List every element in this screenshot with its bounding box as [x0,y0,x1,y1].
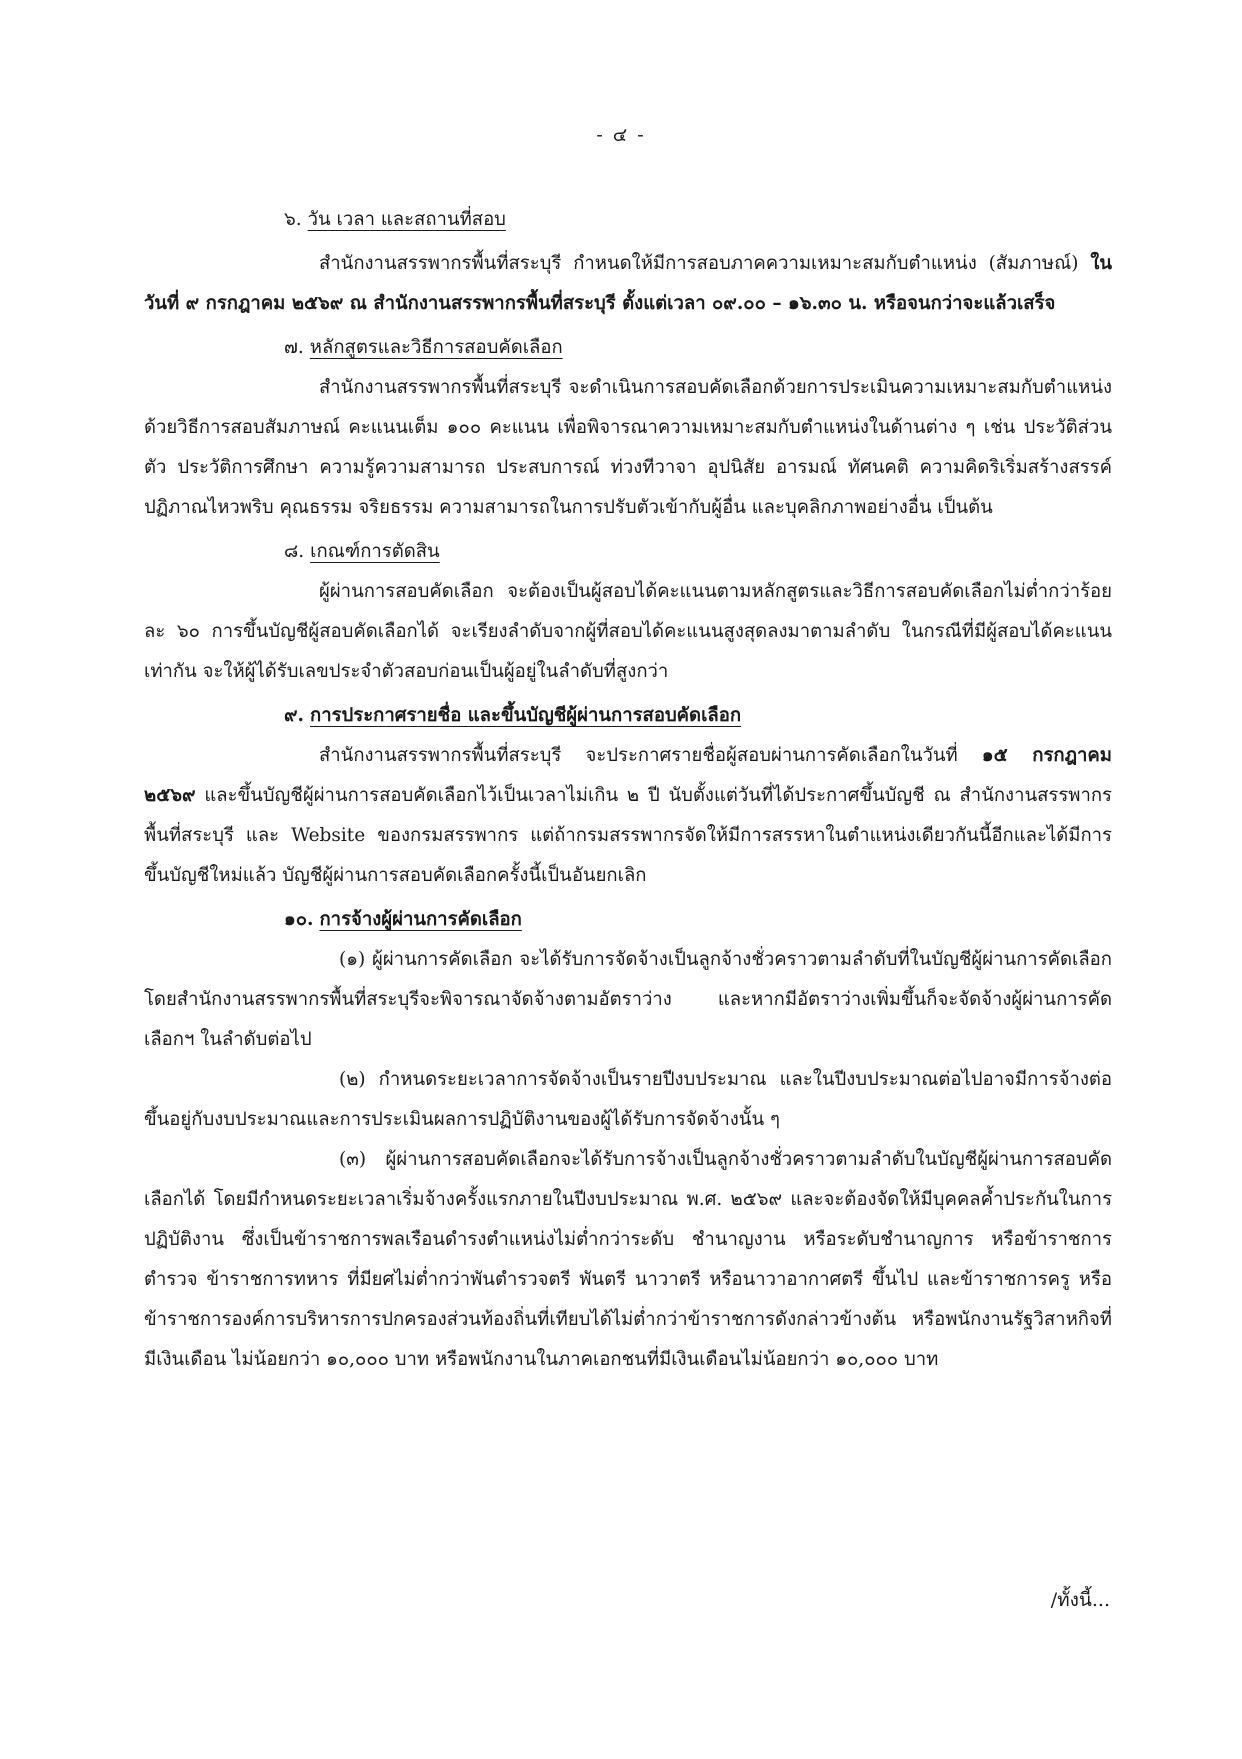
document-body [144,200,1112,1380]
section-10-item-1: (๑) ผู้ผ่านการคัดเลือก จะได้รับการจัดจ้างเป็นลูกจ้างชั่วคราวตามลำดับที่ในบัญชีผู้ผ่านการคัดเลือก โดยสำนักงานสรรพากรพื้นที่สระบุรีจะพิจารณาจัดจ้างตามอัตราว่าง และหากมีอัตราว่างเพิ่มขึ้นก็จะจัดจ้างผู้ผ่านการคัดเลือกฯ ในลำดับต่อไป [144,949,1112,1050]
section-7-heading [144,328,1112,368]
section-9-paragraph [144,736,1112,896]
section-6-bold-text: ในวันที่ ๙ กรกฎาคม ๒๕๖๙ ณ สำนักงานสรรพากรพื้นที่สระบุรี ตั้งแต่เวลา ๐๙.๐๐ – ๑๖.๓๐ น. หรือจนกว่าจะแล้วเสร็จ [144,253,1112,314]
section-6-heading [144,200,1112,240]
section-7-paragraph: สำนักงานสรรพากรพื้นที่สระบุรี จะดำเนินการสอบคัดเลือกด้วยการประเมินความเหมาะสมกับตำแหน่งด้วยวิธีการสอบสัมภาษณ์ คะแนนเต็ม ๑๐๐ คะแนน เพื่อพิจารณาความเหมาะสมกับตำแหน่งในด้านต่าง ๆ เช่น ประวัติส่วนตัว ประวัติการศึกษา ความรู้ความสามารถ ประสบการณ์ ท่วงทีวาจา อุปนิสัย อารมณ์ ทัศนคติ ความคิดริเริ่มสร้างสรรค์ ปฏิภาณไหวพริบ คุณธรรม จริยธรรม ความสามารถในการปรับตัวเข้ากับผู้อื่น และบุคลิกภาพอย่างอื่น เป็นต้น [144,377,1112,518]
continuation-note: /ทั้งนี้... [1050,1589,1110,1611]
section-8-heading [144,532,1112,572]
section-9-text-c: และขึ้นบัญชีผู้ผ่านการสอบคัดเลือกไว้เป็นเวลาไม่เกิน ๒ ปี นับตั้งแต่วันที่ได้ประกาศขึ้นบัญชี ณ สำนักงานสรรพากรพื้นที่สระบุรี และ Website ของกรมสรรพากร แต่ถ้ากรมสรรพากรจัดให้มีการสรรหาในตำแหน่งเดียวกันนี้อีกและได้มีการขึ้นบัญชีใหม่แล้ว บัญชีผู้ผ่านการสอบคัดเลือกครั้งนี้เป็นอันยกเลิก [144,785,1112,886]
section-9-heading [144,696,1112,736]
section-6-paragraph [144,244,1112,324]
section-8-title: เกณฑ์การตัดสิน [310,541,440,562]
section-7-title: หลักสูตรและวิธีการสอบคัดเลือก [309,337,563,358]
section-8-number: ๘. [284,541,305,562]
section-10-number: ๑๐. [284,909,314,930]
section-10-heading [144,900,1112,940]
section-6-text: สำนักงานสรรพากรพื้นที่สระบุรี กำหนดให้มีการสอบภาคความเหมาะสมกับตำแหน่ง (สัมภาษณ์) [319,253,1091,274]
section-10-item-2: (๒) กำหนดระยะเวลาการจัดจ้างเป็นรายปีงบประมาณ และในปีงบประมาณต่อไปอาจมีการจ้างต่อ ขึ้นอยู่กับงบประมาณและการประเมินผลการปฏิบัติงานของผู้ได้รับการจัดจ้างนั้น ๆ [144,1069,1112,1130]
section-9-text-a: สำนักงานสรรพากรพื้นที่สระบุรี จะประกาศรายชื่อผู้สอบผ่านการคัดเลือกในวันที่ [319,745,982,766]
section-6-title: วัน เวลา และสถานที่สอบ [307,209,506,230]
section-8-paragraph: ผู้ผ่านการสอบคัดเลือก จะต้องเป็นผู้สอบได้คะแนนตามหลักสูตรและวิธีการสอบคัดเลือกไม่ต่ำกว่าร้อยละ ๖๐ การขึ้นบัญชีผู้สอบคัดเลือกได้ จะเรียงลำดับจากผู้ที่สอบได้คะแนนสูงสุดลงมาตามลำดับ ในกรณีที่มีผู้สอบได้คะแนนเท่ากัน จะให้ผู้ได้รับเลขประจำตัวสอบก่อนเป็นผู้อยู่ในลำดับที่สูงกว่า [144,581,1112,682]
section-10-item-3: (๓) ผู้ผ่านการสอบคัดเลือกจะได้รับการจ้างเป็นลูกจ้างชั่วคราวตามลำดับในบัญชีผู้ผ่านการสอบคัดเลือกได้ โดยมีกำหนดระยะเวลาเริ่มจ้างครั้งแรกภายในปีงบประมาณ พ.ศ. ๒๕๖๙ และจะต้องจัดให้มีบุคคลค้ำประกันในการปฏิบัติงาน ซึ่งเป็นข้าราชการพลเรือนดำรงตำแหน่งไม่ต่ำกว่าระดับ ชำนาญงาน หรือระดับชำนาญการ หรือข้าราชการตำรวจ ข้าราชการทหาร ที่มียศไม่ต่ำกว่าพันตำรวจตรี พันตรี นาวาตรี หรือนาวาอากาศตรี ขึ้นไป และข้าราชการครู หรือข้าราชการองค์การบริหารการปกครองส่วนท้องถิ่นที่เทียบได้ไม่ต่ำกว่าข้าราชการดังกล่าวข้างต้น หรือพนักงานรัฐวิสาหกิจที่มีเงินเดือน ไม่น้อยกว่า ๑๐,๐๐๐ บาท หรือพนักงานในภาคเอกชนที่มีเงินเดือนไม่น้อยกว่า ๑๐,๐๐๐ บาท [144,1149,1112,1370]
section-9-title: การประกาศรายชื่อ และขึ้นบัญชีผู้ผ่านการสอบคัดเลือก [310,705,742,726]
section-9-bold-date: ๑๕ กรกฎาคม ๒๕๖๙ [144,745,1112,806]
page-number: - ๔ - [596,124,646,146]
section-6-number: ๖. [284,209,302,230]
section-7-number: ๗. [284,337,304,358]
section-10-title: การจ้างผู้ผ่านการคัดเลือก [319,909,522,930]
section-9-number: ๙. [284,705,304,726]
